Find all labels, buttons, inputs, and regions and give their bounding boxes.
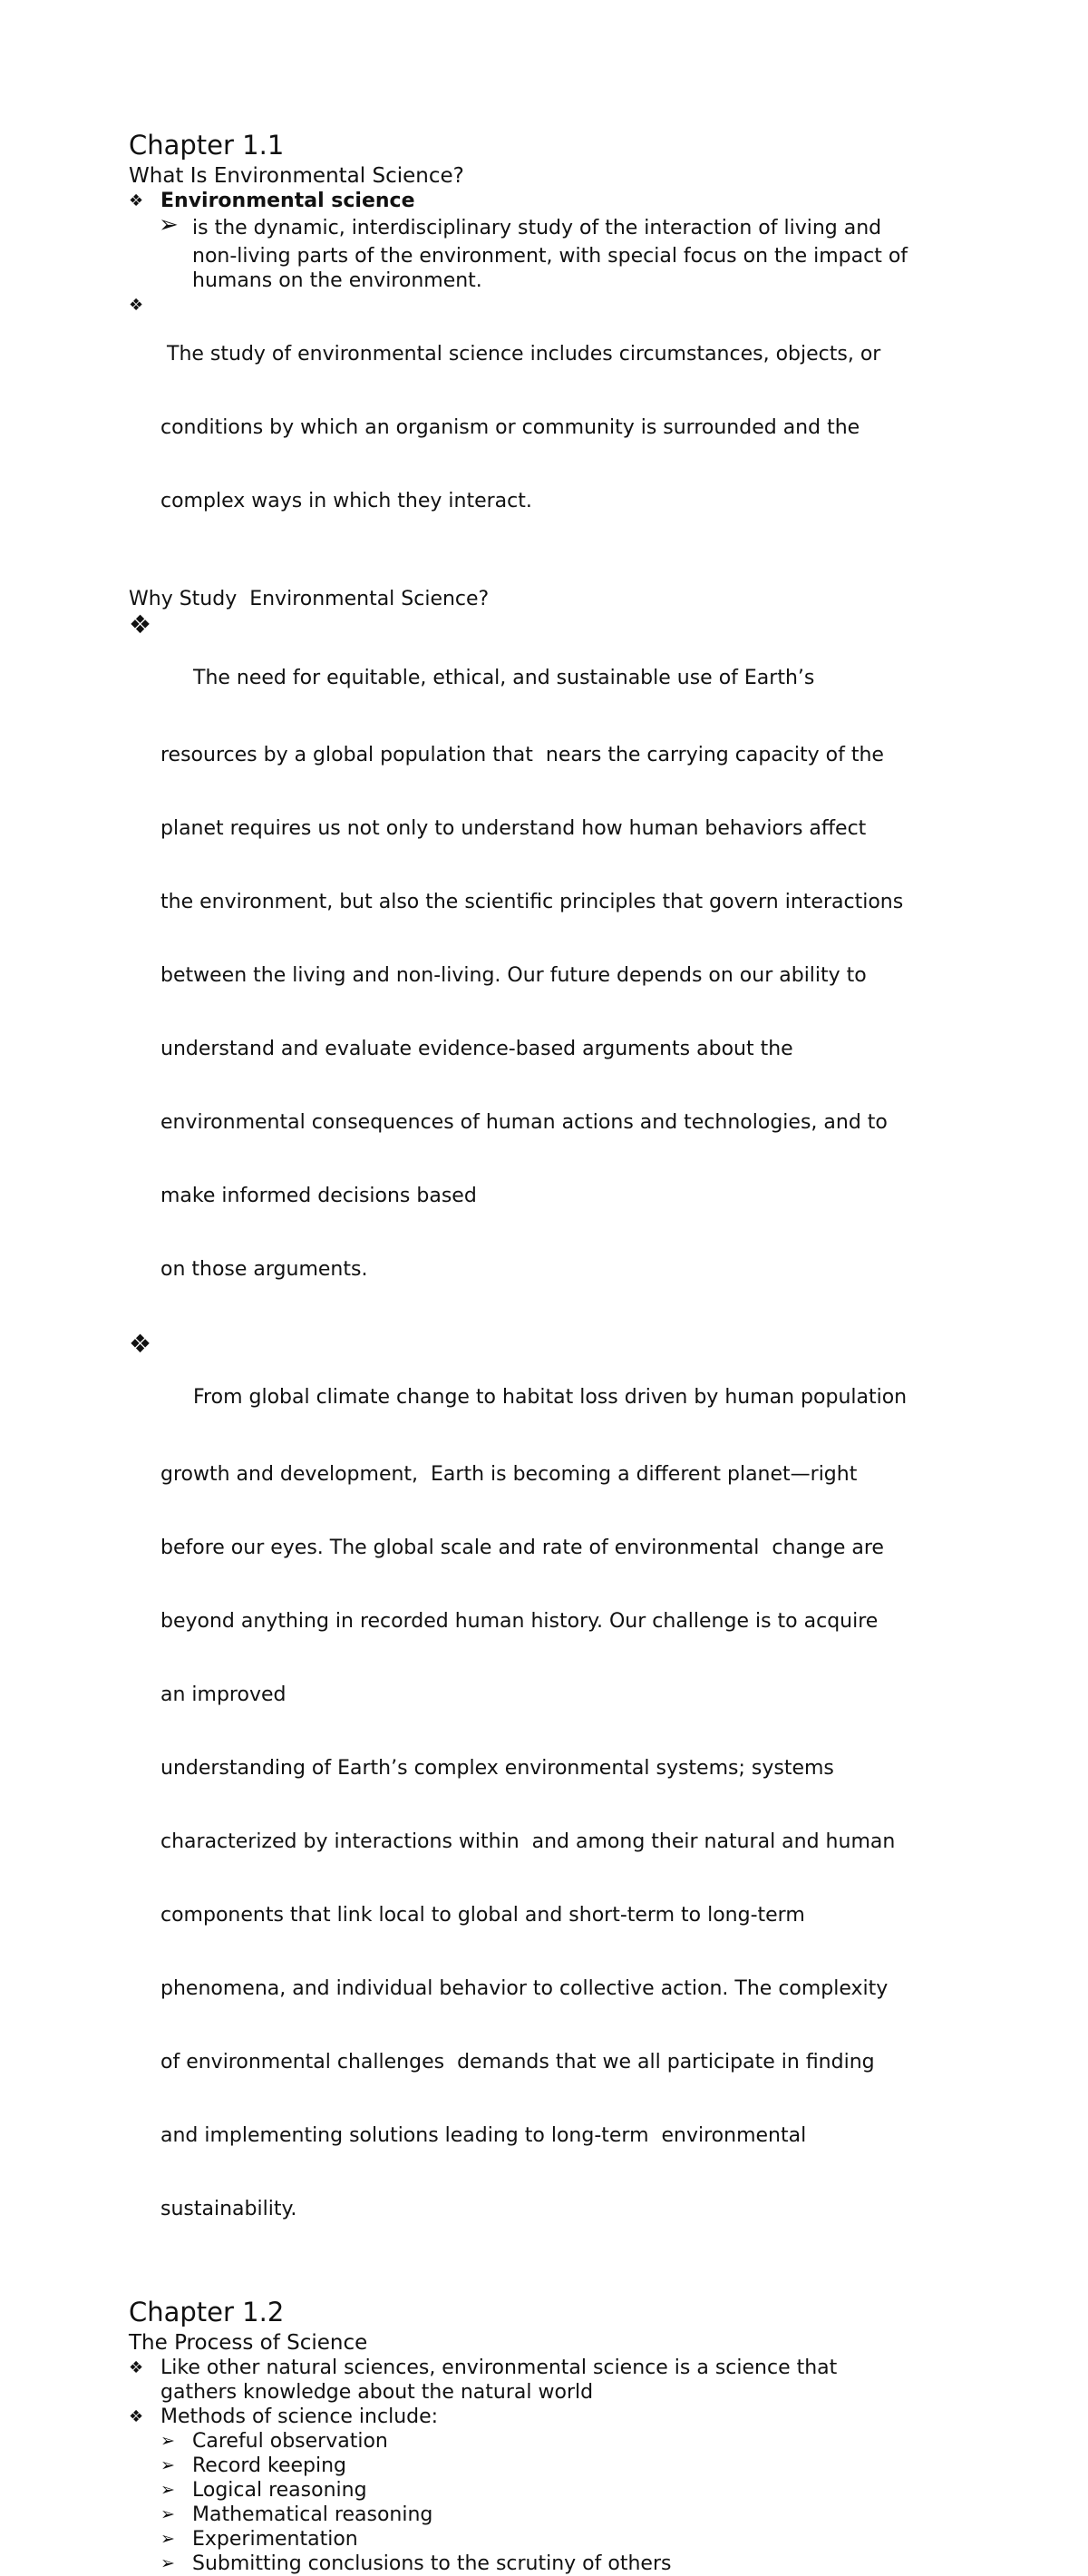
diamond-bullet-icon: ❖	[129, 296, 144, 315]
why-block	[129, 610, 972, 2270]
method-label: Mathematical reasoning	[192, 2503, 433, 2526]
text-line: an improved	[160, 1683, 287, 1706]
text-line: The study of environmental science includes circumstances, objects, or	[160, 343, 881, 366]
text-line: between the living and non-living. Our future depends on our ability to	[160, 964, 867, 987]
diamond-bullet-icon: ❖	[129, 610, 152, 639]
text-line: understand and evaluate evidence-based arguments about the	[160, 1038, 793, 1060]
bullet-item	[129, 2356, 972, 2405]
arrow-bullet-icon: ➢	[160, 2455, 175, 2475]
text-line: the environment, but also the scientific principles that govern interactions	[160, 891, 904, 913]
text-line: characterized by interactions within and among their natural and human	[160, 1830, 896, 1853]
arrow-bullet-icon: ➢	[160, 2553, 175, 2573]
arrow-bullet-icon: ➢	[160, 2504, 175, 2524]
arrow-bullet-icon: ➢	[160, 2431, 175, 2451]
text-line: sustainability.	[160, 2198, 297, 2220]
text-line: The need for equitable, ethical, and sustainable use of Earth’s	[193, 667, 815, 689]
bullet-item	[129, 2405, 972, 2429]
method-item	[160, 2454, 972, 2478]
chapter-heading: Chapter 1.2	[129, 2297, 285, 2327]
text-line: components that link local to global and short-term to long-term	[160, 1904, 805, 1927]
text-line: and implementing solutions leading to long-term environmental	[160, 2124, 807, 2147]
bullet-item	[129, 189, 972, 213]
process-block	[129, 2356, 972, 2576]
method-label: Submitting conclusions to the scrutiny of others	[192, 2552, 672, 2575]
why-heading: Why Study Environmental Science?	[129, 588, 490, 610]
arrow-bullet-icon: ➢	[159, 211, 179, 239]
text-line: phenomena, and individual behavior to collective action. The complexity	[160, 1977, 889, 2000]
text-line: beyond anything in recorded human history. Our challenge is to acquire	[160, 1610, 879, 1633]
text-line: humans on the environment.	[192, 269, 482, 292]
method-label: Logical reasoning	[192, 2479, 367, 2502]
text-line: of environmental challenges demands that we all participate in finding	[160, 2051, 875, 2073]
text-line: before our eyes. The global scale and rate of environmental change are	[160, 1537, 884, 1559]
why-paragraph-1	[160, 617, 972, 1331]
text-line: is the dynamic, interdisciplinary study of the interaction of living and	[192, 217, 882, 239]
arrow-bullet-icon: ➢	[160, 2529, 175, 2549]
chapter-heading: Chapter 1.1	[129, 130, 285, 161]
text-line: environmental consequences of human actions and technologies, and to	[160, 1111, 888, 1134]
document-content	[129, 127, 972, 2576]
sub-bullet-item	[159, 211, 972, 293]
method-label: Careful observation	[192, 2430, 388, 2453]
text-line: non-living parts of the environment, with special focus on the impact of	[192, 245, 908, 268]
method-item	[160, 2503, 972, 2527]
text-line: planet requires us not only to understand how human behaviors affect	[160, 817, 867, 840]
bullet-item	[129, 293, 972, 562]
text-line: Like other natural sciences, environmental science is a science that	[160, 2356, 838, 2379]
term-label: Environmental science	[160, 190, 415, 212]
arrow-bullet-icon: ➢	[160, 2480, 175, 2500]
text-line: on those arguments.	[160, 1258, 368, 1281]
text-line: make informed decisions based	[160, 1185, 477, 1207]
study-text	[160, 293, 972, 562]
method-item	[160, 2552, 972, 2576]
methods-label: Methods of science include:	[160, 2405, 439, 2428]
why-paragraph-2	[160, 1336, 972, 2270]
definition-text	[192, 216, 972, 293]
diamond-bullet-icon: ❖	[129, 1329, 152, 1359]
method-item	[160, 2429, 972, 2454]
method-item	[160, 2478, 972, 2503]
diamond-bullet-icon: ❖	[129, 2358, 144, 2377]
diamond-bullet-icon: ❖	[129, 191, 144, 210]
text-line: conditions by which an organism or community is surrounded and the	[160, 416, 860, 439]
definition-block	[129, 189, 972, 562]
diamond-bullet-icon: ❖	[129, 2407, 144, 2426]
bullet-item	[129, 610, 972, 1331]
text-line: understanding of Earth’s complex environmental systems; systems	[160, 1757, 834, 1780]
text-line: resources by a global population that nears the carrying capacity of the	[160, 744, 884, 766]
text-line: growth and development, Earth is becoming a different planet—right	[160, 1463, 858, 1486]
method-label: Experimentation	[192, 2528, 358, 2551]
text-line: complex ways in which they interact.	[160, 490, 532, 512]
like-text	[160, 2356, 972, 2405]
method-item	[160, 2527, 972, 2552]
text-line: From global climate change to habitat loss driven by human population	[193, 1386, 908, 1409]
section-subtitle: What Is Environmental Science?	[129, 164, 464, 188]
section-subtitle: The Process of Science	[129, 2331, 368, 2355]
method-label: Record keeping	[192, 2454, 347, 2477]
text-line: gathers knowledge about the natural world	[160, 2381, 594, 2404]
bullet-item	[129, 1329, 972, 2270]
